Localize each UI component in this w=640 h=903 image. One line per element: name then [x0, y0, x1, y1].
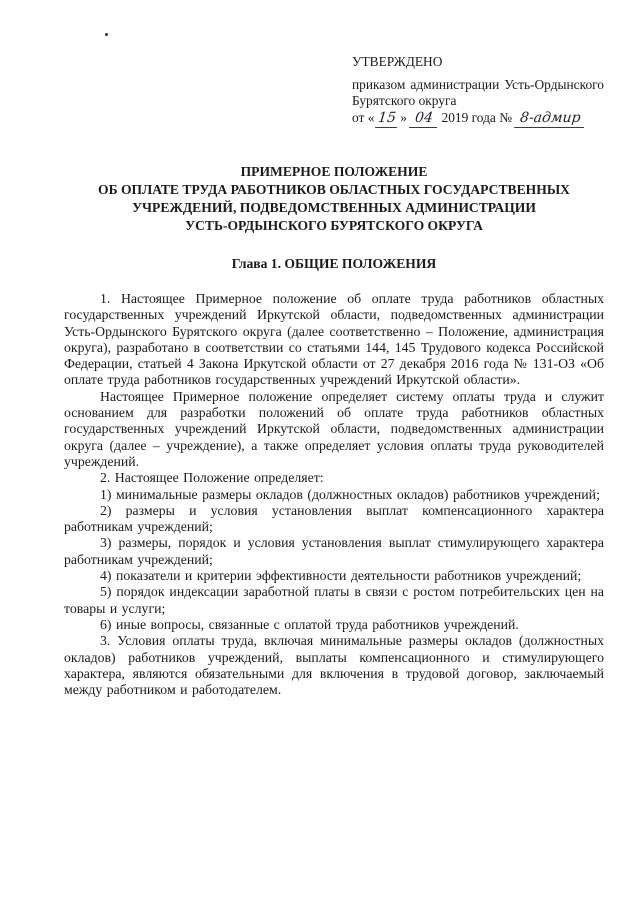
scan-artifact-dot — [105, 33, 108, 36]
date-year-label: 2019 года № — [441, 109, 512, 125]
paragraph: 2. Настоящее Положение определяет: — [100, 470, 324, 486]
approval-byline: приказом администрации Усть-Ордынского Бурятского округа — [352, 76, 604, 108]
paragraph: 1. Настоящее Примерное положение об оплате труда работников областных государственных учреждений Иркутской области, подведомственных администрации Усть-Ордынского Бурятского округа (далее соответственно – Положение, администрация округа), разработано в соответствии со статьями 144, 145 Трудового кодекса Российской Федерации, статьей 4 Закона Иркутской области от 27 декабря 2016 года № 131-ОЗ «Об оплате труда работников государственных учреждений Иркутской области». — [64, 291, 604, 388]
date-quote-close: » — [400, 109, 407, 125]
handwritten-month: 04 — [409, 110, 439, 128]
handwritten-day: 15 — [376, 110, 400, 128]
list-item-paragraph: 3) размеры, порядок и условия установления выплат стимулирующего характера работникам учреждений; — [64, 535, 604, 567]
list-item-paragraph: 4) показатели и критерии эффективности деятельности работников учреждений; — [100, 568, 582, 584]
list-item-paragraph: 5) порядок индексации заработной платы в связи с ростом потребительских цен на товары и услуги; — [64, 584, 604, 616]
approval-heading: УТВЕРЖДЕНО — [352, 54, 443, 69]
date-prefix: от « — [352, 109, 375, 125]
document-title — [64, 163, 604, 235]
chapter-heading: Глава 1. ОБЩИЕ ПОЛОЖЕНИЯ — [231, 256, 437, 271]
title-line: ПРИМЕРНОЕ ПОЛОЖЕНИЕ — [240, 164, 428, 179]
title-line: УЧРЕЖДЕНИЙ, ПОДВЕДОМСТВЕННЫХ АДМИНИСТРАЦИИ — [132, 200, 536, 215]
title-line: УСТЬ-ОРДЫНСКОГО БУРЯТСКОГО ОКРУГА — [185, 218, 483, 233]
handwritten-order-number: 8-адмир — [514, 110, 586, 128]
list-item-paragraph: 6) иные вопросы, связанные с оплатой труда работников учреждений. — [100, 616, 519, 632]
paragraph: 3. Условия оплаты труда, включая минимальные размеры окладов (должностных окладов) работников учреждений, выплаты компенсационного и стимулирующего характера, являются обязательными для включения в трудовой договор, заключаемый между работником и работодателем. — [64, 633, 604, 698]
approval-date-line — [352, 110, 604, 128]
paragraph: Настоящее Примерное положение определяет систему оплаты труда и служит основанием для разработки положений об оплате труда работников областных государственных учреждений Иркутской области, подведомственных администрации округа (далее – учреждение), а также определяет условия оплаты труда руководителей учреждений. — [64, 388, 604, 469]
approval-block — [352, 54, 604, 127]
title-line: ОБ ОПЛАТЕ ТРУДА РАБОТНИКОВ ОБЛАСТНЫХ ГОСУДАРСТВЕННЫХ — [98, 182, 570, 197]
list-item-paragraph: 1) минимальные размеры окладов (должностных окладов) работников учреждений; — [100, 486, 600, 502]
list-item-paragraph: 2) размеры и условия установления выплат компенсационного характера работникам учреждений; — [64, 502, 604, 535]
document-body — [64, 291, 604, 698]
